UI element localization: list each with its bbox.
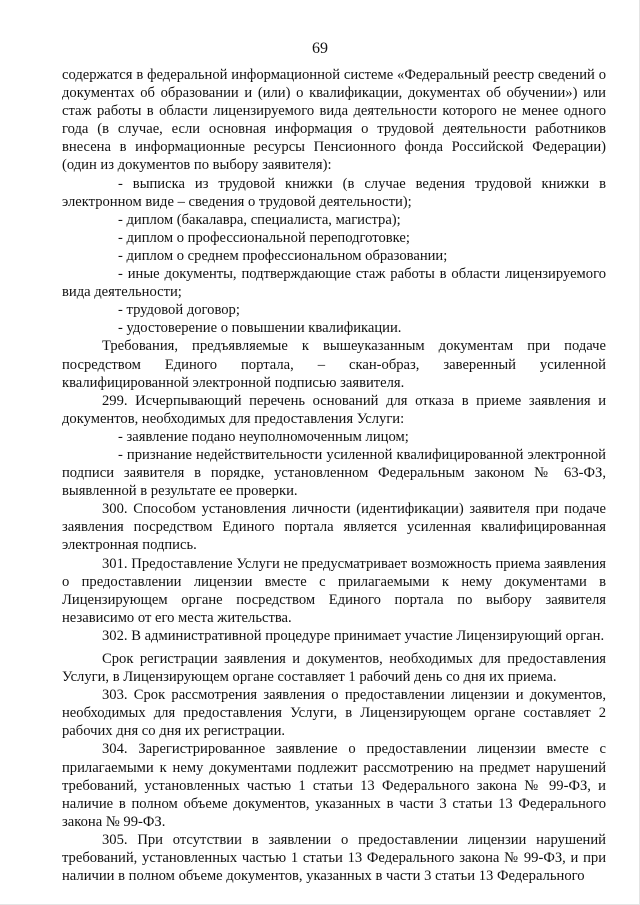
paragraph: 304. Зарегистрированное заявление о предоставлении лицензии вместе с прилагаемыми к нему документами подлежит рассмотрению на предмет нарушений требований, установленных частью 1 статьи 13 Федерального закона № 99-ФЗ, и наличие в полном объеме документов, указанных в части 3 статьи 13 Федерального закона № 99-ФЗ. xyxy=(62,741,606,830)
paragraph: содержатся в федеральной информационной системе «Федеральный реестр сведений о документах об образовании и (или) о квалификации, документах об обучении») или стаж работы в области лицензируемого вида деятельности которого не менее одного года (в случае, если основная информация о трудовой деятельности работников внесена в информационные ресурсы Пенсионного фонда Российской Федерации) (один из документов по выбору заявителя): xyxy=(62,67,606,174)
paragraph: Срок регистрации заявления и документов, необходимых для предоставления Услуги, в Лицензирующем органе составляет 1 рабочий день со дня их приема. xyxy=(62,651,606,686)
paragraph: 301. Предоставление Услуги не предусматривает возможность приема заявления о предоставлении лицензии вместе с прилагаемыми к нему документами в Лицензирующем органе посредством Единого портала по выбору заявителя независимо от его места жительства. xyxy=(62,555,606,626)
list-item: - иные документы, подтверждающие стаж работы в области лицензируемого вида деятельности; xyxy=(62,266,606,301)
list-item: - заявление подано неуполномоченным лицом; xyxy=(118,428,409,445)
list-item: - диплом о среднем профессиональном образовании; xyxy=(118,247,448,264)
paragraph: 302. В административной процедуре принимает участие Лицензирующий орган. xyxy=(102,627,605,644)
list-item: - выписка из трудовой книжки (в случае ведения трудовой книжки в электронном виде – сведения о трудовой деятельности); xyxy=(62,175,606,210)
paragraph: 299. Исчерпывающий перечень оснований для отказа в приеме заявления и документов, необходимых для предоставления Услуги: xyxy=(62,392,606,427)
paragraph: 303. Срок рассмотрения заявления о предоставлении лицензии и документов, необходимых для предоставления Услуги, в Лицензирующем органе составляет 2 рабочих дня со дня их регистрации. xyxy=(62,687,606,740)
paragraph: 300. Способом установления личности (идентификации) заявителя при подаче заявления посредством Единого портала является усиленная квалифицированная электронная подпись. xyxy=(62,501,606,554)
list-item: - диплом (бакалавра, специалиста, магистра); xyxy=(118,211,401,228)
page-number: 69 xyxy=(312,40,328,57)
list-item: - трудовой договор; xyxy=(118,302,240,319)
document-body xyxy=(62,66,606,885)
list-item: - диплом о профессиональной переподготовке; xyxy=(118,229,410,246)
list-item: - удостоверение о повышении квалификации. xyxy=(118,320,402,337)
paragraph: 305. При отсутствии в заявлении о предоставлении лицензии нарушений требований, установленных частью 1 статьи 13 Федерального закона № 99-ФЗ, и при наличии в полном объеме документов, указанных в части 3 статьи 13 Федерального xyxy=(62,831,606,885)
paragraph: Требования, предъявляемые к вышеуказанным документам при подаче посредством Единого портала, – скан-образ, заверенный усиленной квалифицированной электронной подписью заявителя. xyxy=(62,338,606,391)
list-item: - признание недействительности усиленной квалифицированной электронной подписи заявителя в порядке, установленном Федеральным законом № 63-ФЗ, выявленной в результате ее проверки. xyxy=(62,446,606,500)
